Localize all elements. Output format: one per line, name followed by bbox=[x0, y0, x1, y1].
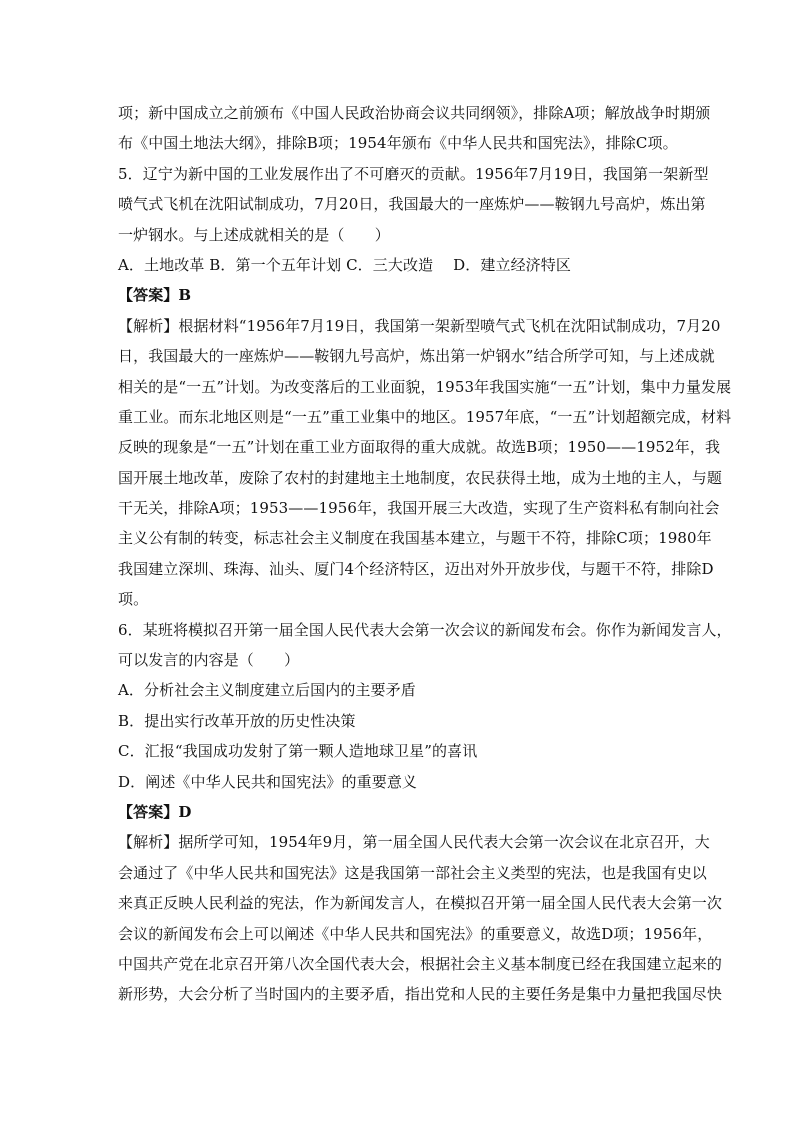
question-5-stem: 5．辽宁为新中国的工业发展作出了不可磨灭的贡献。1956年7月19日，我国第一架新型 bbox=[118, 164, 709, 183]
text-line: 布《中国土地法大纲》，排除B项；1954年颁布《中华人民共和国宪法》，排除C项。 bbox=[118, 134, 678, 153]
question-5-analysis: 反映的现象是“一五”计划在重工业方面取得的重大成就。故选B项；1950——1952年，我 bbox=[118, 438, 721, 457]
question-5-answer: 【答案】B bbox=[118, 286, 192, 305]
text-line: 项；新中国成立之前颁布《中国人民政治协商会议共同纲领》，排除A项；解放战争时期颁 bbox=[118, 104, 711, 122]
question-6-analysis: 会通过了《中华人民共和国宪法》这是我国第一部社会主义类型的宪法，也是我国有史以 bbox=[118, 863, 707, 882]
question-6-analysis: 新形势，大会分析了当时国内的主要矛盾，指出党和人民的主要任务是集中力量把我国尽快 bbox=[118, 985, 723, 1004]
question-6-analysis: 来真正反映人民利益的宪法，作为新闻发言人，在模拟召开第一届全国人民代表大会第一次 bbox=[118, 894, 723, 913]
question-5-analysis: 日，我国最大的一座炼炉——鞍钢九号高炉，炼出第一炉钢水”结合所学可知，与上述成就 bbox=[118, 347, 715, 366]
question-6-answer: 【答案】D bbox=[118, 802, 192, 821]
document-body bbox=[118, 98, 732, 1010]
question-5-options: A．土地改革 B．第一个五年计划 C．三大改造 D．建立经济特区 bbox=[118, 255, 571, 274]
question-5-analysis: 相关的是“一五”计划。为改变落后的工业面貌，1953年我国实施“一五”计划，集中力量发展 bbox=[118, 377, 732, 396]
question-5-stem: 喷气式飞机在沈阳试制成功，7月20日，我国最大的一座炼炉——鞍钢九号高炉，炼出第 bbox=[118, 195, 706, 214]
question-6-analysis: 【解析】据所学可知，1954年9月，第一届全国人民代表大会第一次会议在北京召开，大 bbox=[118, 833, 710, 852]
question-6-analysis: 中国共产党在北京召开第八次全国代表大会，根据社会主义基本制度已经在我国建立起来的 bbox=[118, 954, 723, 973]
question-5-analysis: 【解析】根据材料“1956年7月19日，我国第一架新型喷气式飞机在沈阳试制成功，7月20 bbox=[118, 316, 721, 335]
question-6-option-c: C．汇报“我国成功发射了第一颗人造地球卫星”的喜讯 bbox=[118, 742, 478, 761]
question-6-analysis: 会议的新闻发布会上可以阐述《中华人民共和国宪法》的重要意义，故选D项；1956年， bbox=[118, 924, 713, 943]
question-5-analysis: 我国建立深圳、珠海、汕头、厦门4个经济特区，迈出对外开放步伐，与题干不符，排除D bbox=[118, 559, 714, 578]
question-6-option-a: A．分析社会主义制度建立后国内的主要矛盾 bbox=[118, 681, 416, 700]
question-6-stem: 可以发言的内容是（ ） bbox=[118, 651, 300, 670]
question-5-analysis: 项。 bbox=[118, 590, 149, 609]
question-5-analysis: 重工业。而东北地区则是“一五”重工业集中的地区。1957年底，“一五”计划超额完成，材料 bbox=[118, 407, 732, 426]
question-5-analysis: 主义公有制的转变，标志社会主义制度在我国基本建立，与题干不符，排除C项；1980年 bbox=[118, 529, 712, 548]
question-5-analysis: 干无关，排除A项；1953——1956年，我国开展三大改造，实现了生产资料私有制向社会 bbox=[118, 499, 720, 518]
question-6-option-d: D．阐述《中华人民共和国宪法》的重要意义 bbox=[118, 772, 418, 791]
question-5-analysis: 国开展土地改革，废除了农村的封建地主土地制度，农民获得土地，成为土地的主人，与题 bbox=[118, 468, 723, 487]
question-6-stem: 6．某班将模拟召开第一届全国人民代表大会第一次会议的新闻发布会。你作为新闻发言人， bbox=[118, 620, 732, 639]
question-5-stem: 一炉钢水。与上述成就相关的是（ ） bbox=[118, 225, 390, 244]
question-6-option-b: B．提出实行改革开放的历史性决策 bbox=[118, 711, 356, 730]
